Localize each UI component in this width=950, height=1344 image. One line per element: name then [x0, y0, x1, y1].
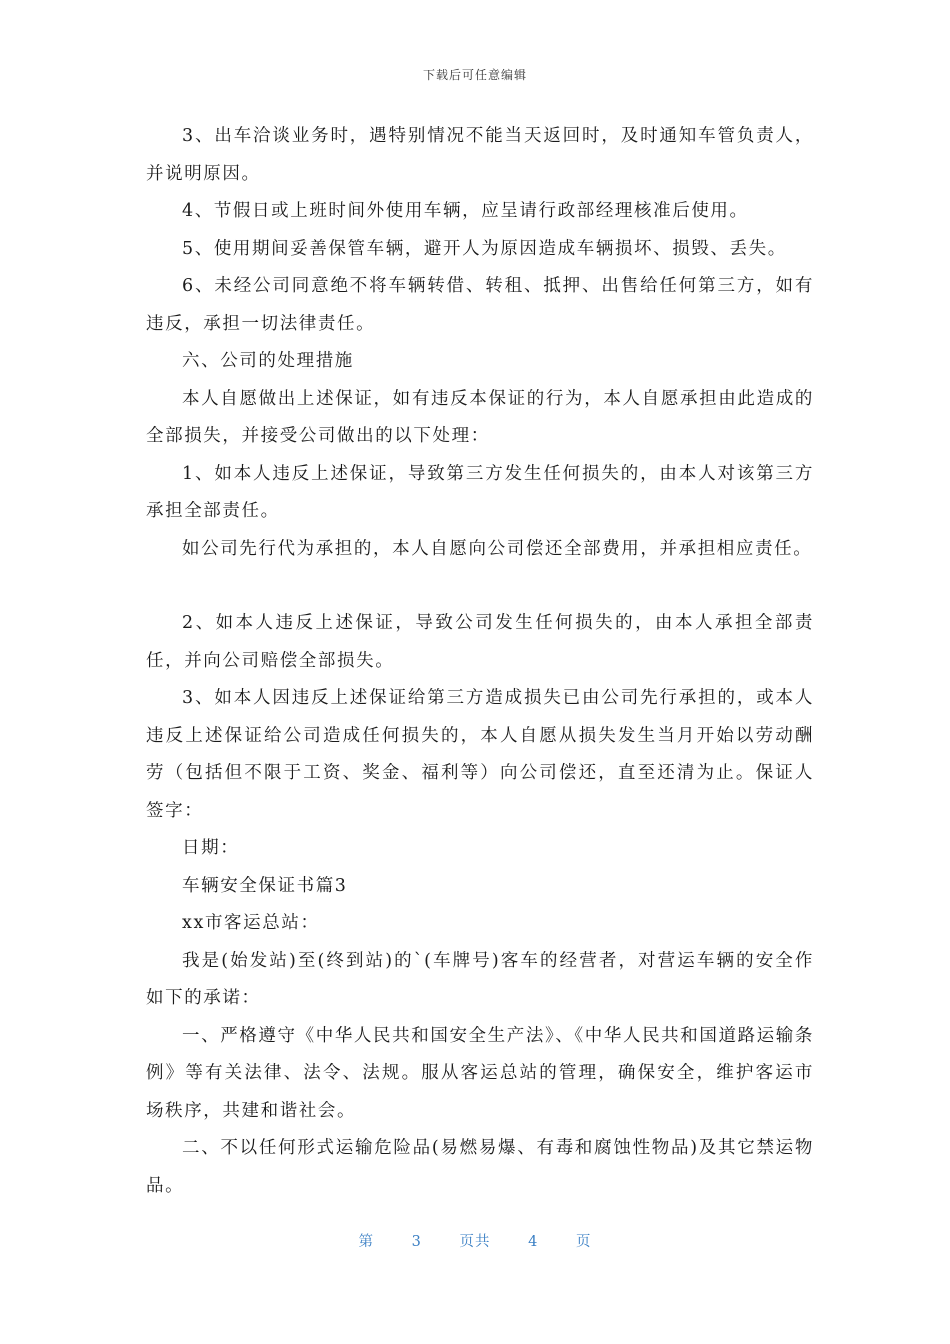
footer-prefix: 第: [358, 1234, 375, 1250]
paragraph: 二、不以任何形式运输危险品(易燃易爆、有毒和腐蚀性物品)及其它禁运物品。: [146, 1138, 814, 1196]
paragraph: 我是(始发站)至(终到站)的`(车牌号)客车的经营者，对营运车辆的安全作如下的承诺：: [146, 950, 814, 1008]
section-title: 车辆安全保证书篇3: [182, 875, 348, 896]
paragraph: 6、未经公司同意绝不将车辆转借、转租、抵押、出售给任何第三方，如有违反，承担一切法律责任。: [146, 276, 814, 334]
document-body: [146, 118, 814, 1205]
paragraph: 如公司先行代为承担的，本人自愿向公司偿还全部费用，并承担相应责任。: [182, 538, 813, 559]
total-pages-number: 4: [528, 1234, 539, 1250]
paragraph: 5、使用期间妥善保管车辆，避开人为原因造成车辆损坏、损毁、丢失。: [182, 238, 787, 259]
page-footer: [0, 1230, 950, 1251]
section-heading: 六、公司的处理措施: [182, 351, 354, 371]
current-page-number: 3: [411, 1234, 422, 1250]
blank-line: [146, 568, 814, 605]
paragraph: 3、出车洽谈业务时，遇特别情况不能当天返回时，及时通知车管负责人，并说明原因。: [146, 126, 814, 184]
paragraph: 2、如本人违反上述保证，导致公司发生任何损失的，由本人承担全部责任，并向公司赔偿全部损失。: [146, 613, 814, 671]
footer-suffix: 页: [575, 1234, 592, 1250]
date-line: 日期：: [182, 838, 240, 858]
paragraph: 1、如本人违反上述保证，导致第三方发生任何损失的，由本人对该第三方承担全部责任。: [146, 463, 814, 521]
header-note: 下载后可任意编辑: [422, 68, 527, 82]
paragraph: 3、如本人因违反上述保证给第三方造成损失已由公司先行承担的，或本人违反上述保证给公司造成任何损失的，本人自愿从损失发生当月开始以劳动酬劳（包括但不限于工资、奖金、福利等）向公司偿还，直至还清为止。保证人签字：: [146, 688, 814, 821]
paragraph: 本人自愿做出上述保证，如有违反本保证的行为，本人自愿承担由此造成的全部损失，并接受公司做出的以下处理：: [146, 388, 814, 446]
footer-middle: 页共: [459, 1234, 491, 1250]
paragraph: 一、严格遵守《中华人民共和国安全生产法》、《中华人民共和国道路运输条例》等有关法律、法令、法规。服从客运总站的管理，确保安全，维护客运市场秩序，共建和谐社会。: [146, 1025, 814, 1121]
paragraph: 4、节假日或上班时间外使用车辆，应呈请行政部经理核准后使用。: [182, 201, 749, 221]
addressee: xx市客运总站：: [182, 913, 320, 933]
